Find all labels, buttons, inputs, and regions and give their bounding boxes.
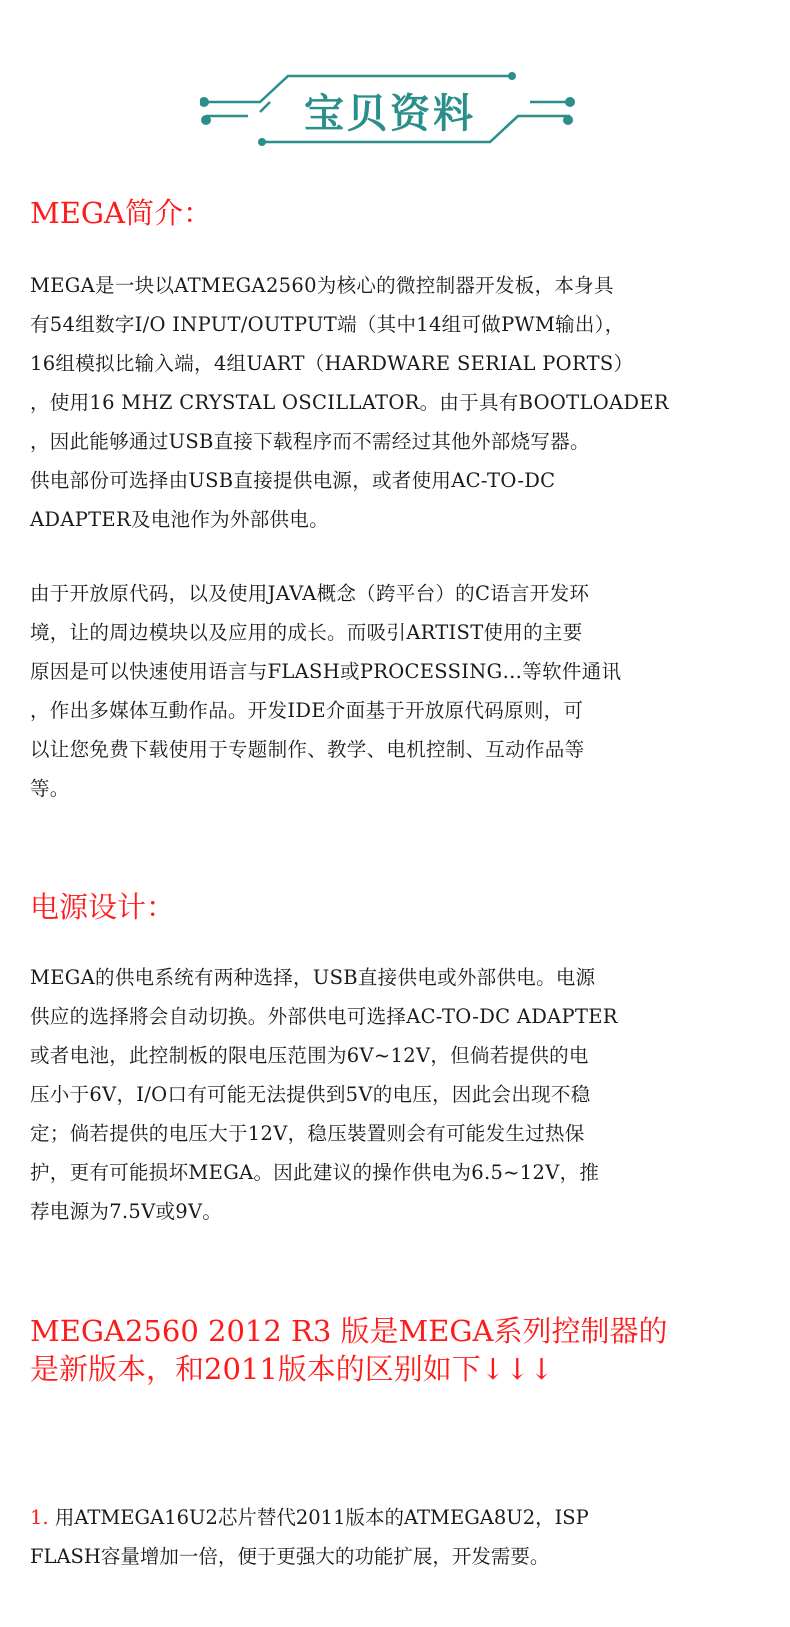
title-banner — [200, 70, 580, 152]
text-line: ，使用16 MHZ CRYSTAL OSCILLATOR。由于具有BOOTLOADER — [30, 391, 669, 414]
list-number: 1. — [30, 1506, 49, 1529]
text-line: 护，更有可能损坏MEGA。因此建议的操作供电为6.5~12V，推 — [30, 1161, 600, 1184]
text-line: MEGA的供电系统有两种选择，USB直接供电或外部供电。电源 — [30, 966, 596, 989]
text-line: 荐电源为7.5V或9V。 — [30, 1200, 223, 1223]
text-line: ，作出多媒体互動作品。开发IDE介面基于开放原代码原则，可 — [30, 699, 584, 722]
text-line: 定；倘若提供的电压大于12V，稳压裝置则会有可能发生过热保 — [30, 1122, 585, 1145]
text-line — [30, 1498, 770, 1537]
version-heading — [30, 1312, 770, 1388]
text-line: 境，让的周边模块以及应用的成长。而吸引ARTIST使用的主要 — [30, 621, 583, 644]
text-line: 由于开放原代码，以及使用JAVA概念（跨平台）的C语言开发环 — [30, 582, 590, 605]
text-line: FLASH容量增加一倍，便于更强大的功能扩展，开发需要。 — [30, 1545, 550, 1568]
text-line: 有54组数字I/O INPUT/OUTPUT端（其中14组可做PWM输出）， — [30, 313, 625, 336]
text-line: 16组模拟比输入端，4组UART（HARDWARE SERIAL PORTS） — [30, 352, 634, 375]
text-line: ADAPTER及电池作为外部供电。 — [30, 508, 329, 531]
power-paragraph — [30, 958, 765, 1231]
text-line: 以让您免费下载使用于专题制作、教学、电机控制、互动作品等 — [30, 738, 585, 761]
heading-line: MEGA2560 2012 R3 版是MEGA系列控制器的 — [30, 1314, 668, 1348]
text-line: MEGA是一块以ATMEGA2560为核心的微控制器开发板，本身具 — [30, 274, 614, 297]
text-line: 供应的选择將会自动切换。外部供电可选择AC-TO-DC ADAPTER — [30, 1005, 618, 1028]
power-heading: 电源设计： — [30, 890, 176, 924]
text-line: 等。 — [30, 777, 70, 800]
intro-paragraph-2 — [30, 574, 765, 808]
heading-line: 是新版本，和2011版本的区别如下↓↓↓ — [30, 1352, 554, 1386]
text-line: 原因是可以快速使用语言与FLASH或PROCESSING…等软件通讯 — [30, 660, 622, 683]
item-text: 用ATMEGA16U2芯片替代2011版本的ATMEGA8U2，ISP — [54, 1506, 589, 1529]
difference-item-1 — [30, 1498, 770, 1576]
text-line: 压小于6V，I/O口有可能无法提供到5V的电压，因此会出现不稳 — [30, 1083, 591, 1106]
intro-heading: MEGA简介： — [30, 196, 212, 230]
text-line: 供电部份可选择由USB直接提供电源，或者使用AC-TO-DC — [30, 469, 556, 492]
banner-title: 宝贝资料 — [304, 90, 476, 137]
intro-paragraph-1 — [30, 266, 765, 539]
text-line: 或者电池，此控制板的限电压范围为6V~12V，但倘若提供的电 — [30, 1044, 589, 1067]
text-line: ，因此能够通过USB直接下载程序而不需经过其他外部烧写器。 — [30, 430, 590, 453]
